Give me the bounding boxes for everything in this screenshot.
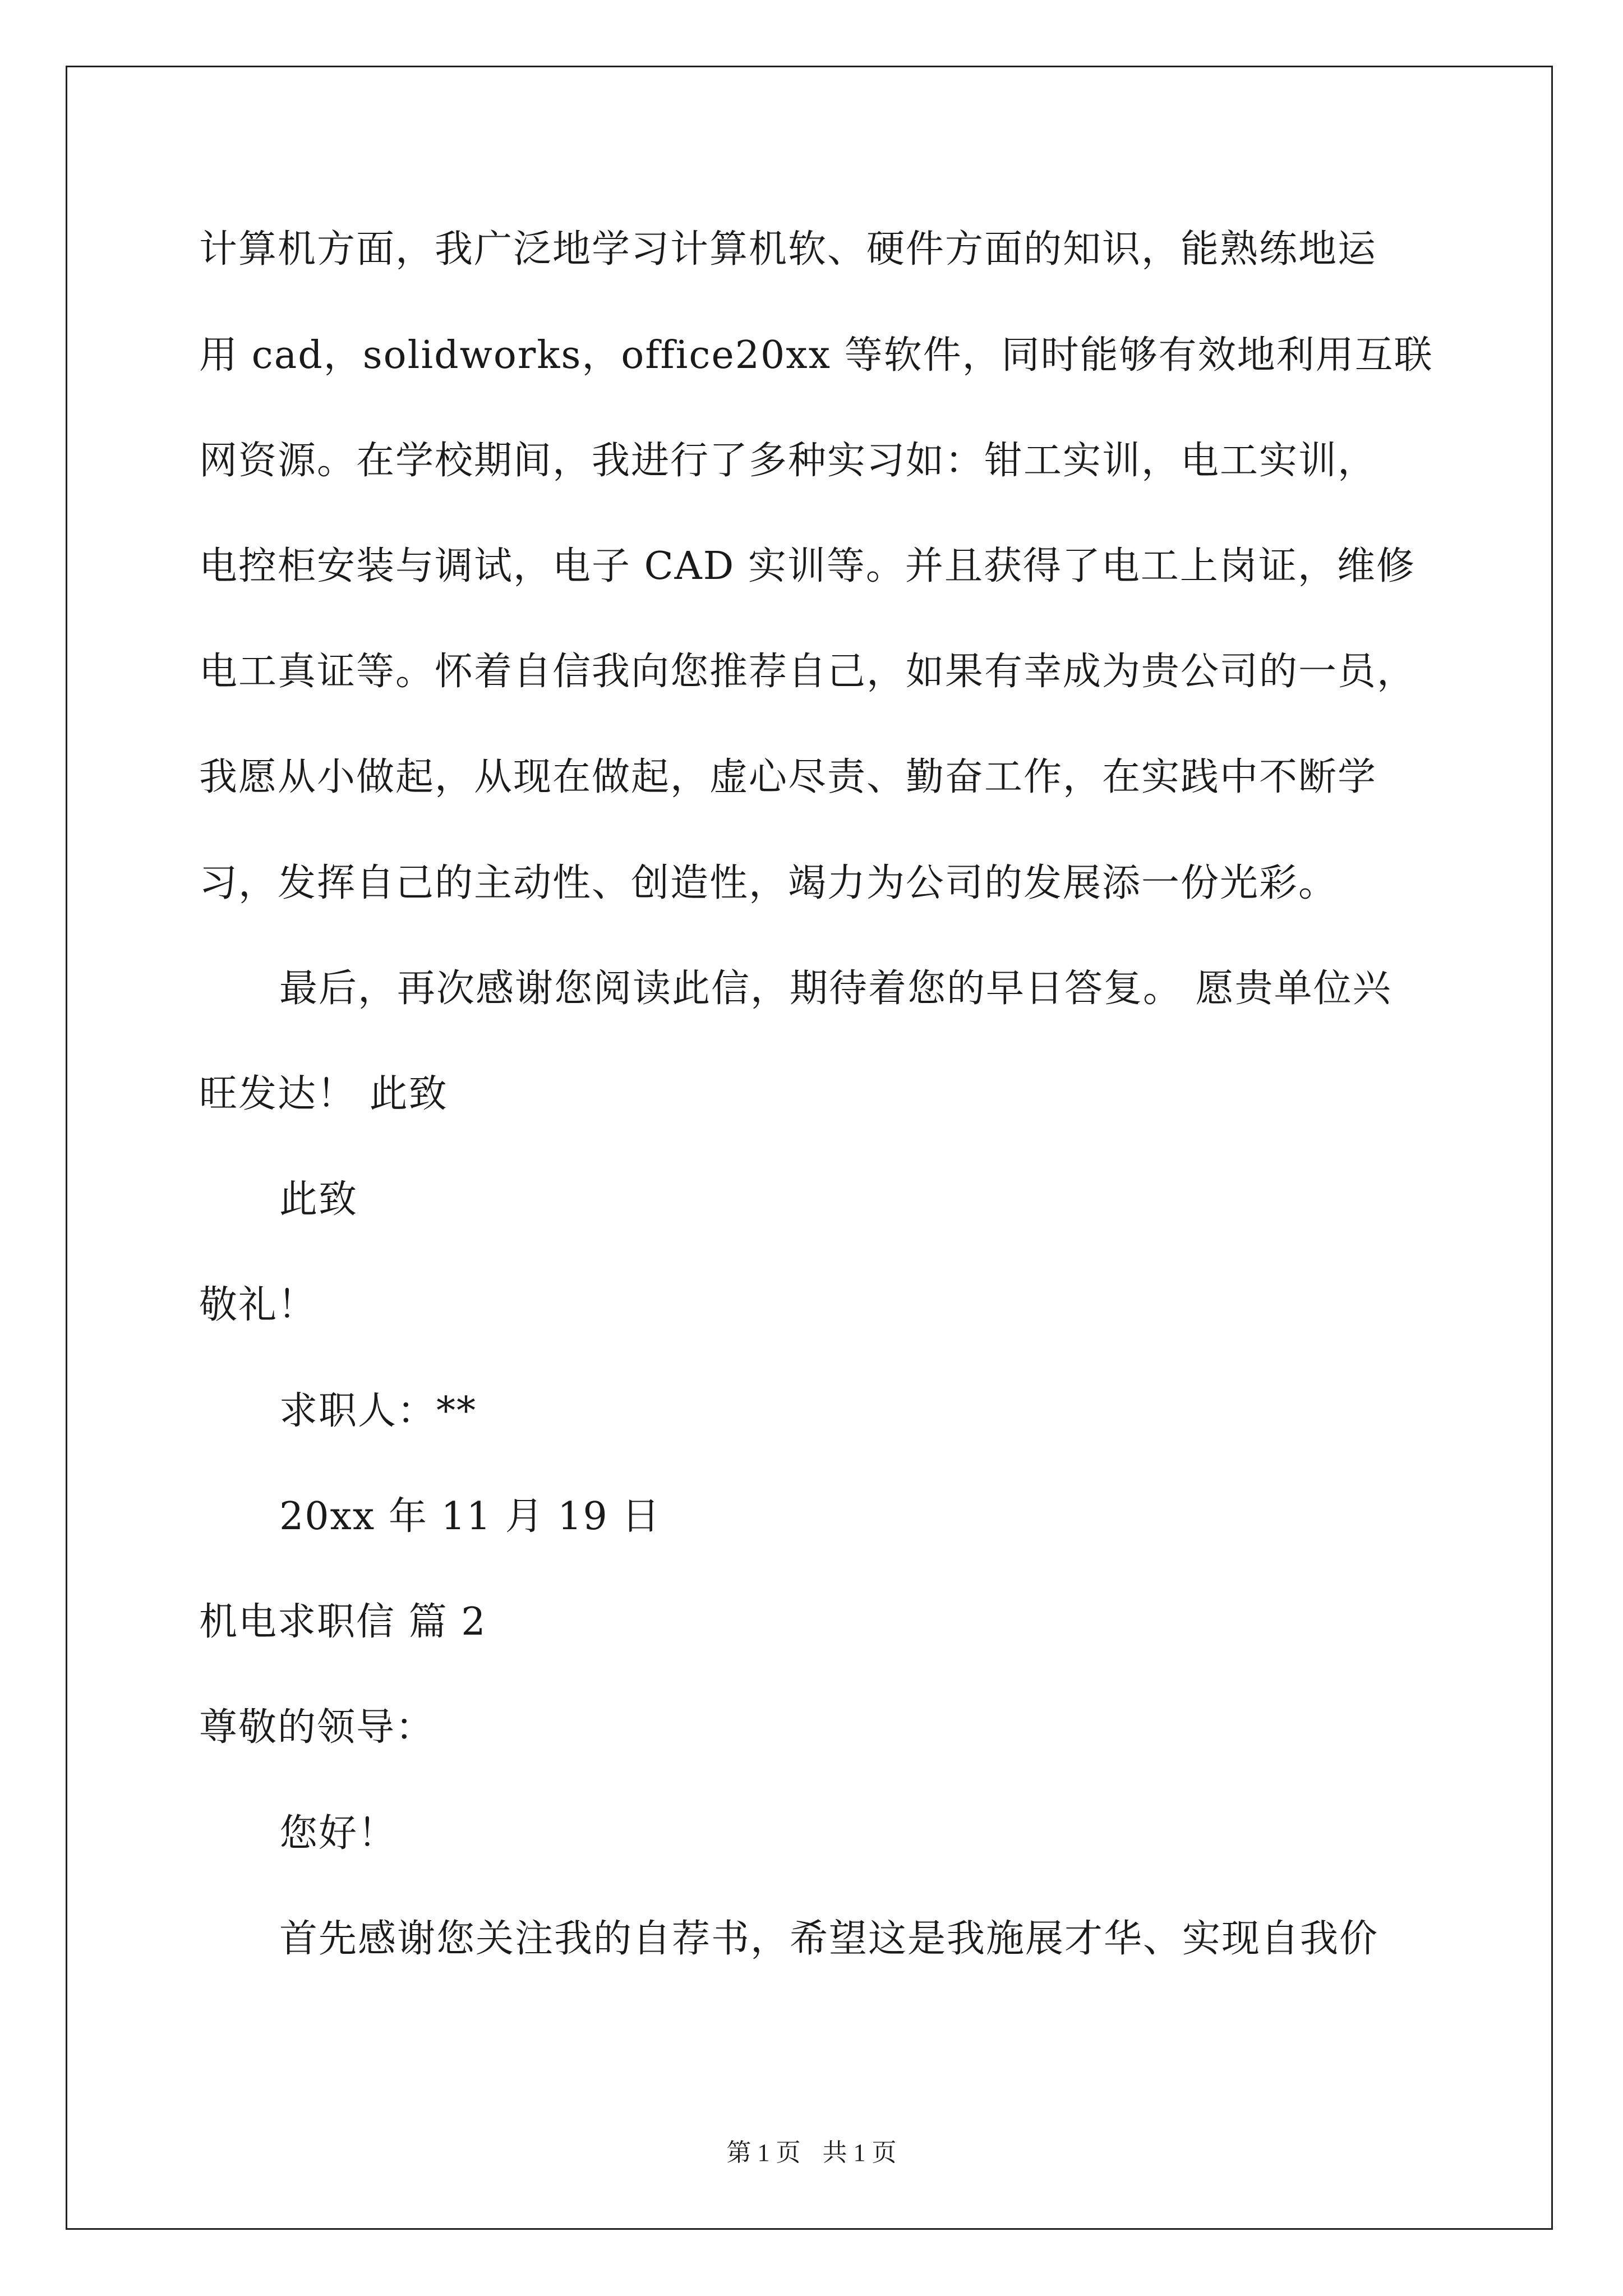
letter-greeting: 尊敬的领导：: [199, 1705, 435, 1750]
paragraph-line: 计算机方面，我广泛地学习计算机软、硬件方面的知识，能熟练地运: [199, 227, 1377, 272]
paragraph-line: 电工真证等。怀着自信我向您推荐自己，如果有幸成为贵公司的一员，: [199, 650, 1417, 694]
page-border: [66, 66, 1553, 2230]
page-number-current: 第 1 页: [726, 2139, 801, 2166]
signature-applicant: 求职人：**: [279, 1389, 477, 1433]
letter-hello: 您好！: [279, 1811, 398, 1856]
closing-paragraph-line: 旺发达！ 此致: [199, 1072, 448, 1116]
paragraph-line: 电控柜安装与调试，电子 CAD 实训等。并且获得了电工上岗证，维修: [199, 544, 1415, 588]
paragraph-line: 网资源。在学校期间，我进行了多种实习如：钳工实训，电工实训，: [199, 439, 1377, 483]
page-footer: [0, 2138, 1623, 2168]
paragraph-line: 首先感谢您关注我的自荐书，希望这是我施展才华、实现自我价: [279, 1917, 1379, 1961]
closing-paragraph-line: 最后，再次感谢您阅读此信，期待着您的早日答复。 愿贵单位兴: [279, 967, 1392, 1011]
page-number-total: 共 1 页: [822, 2139, 897, 2166]
signature-date: 20xx 年 11 月 19 日: [279, 1494, 661, 1539]
paragraph-line: 习，发挥自己的主动性、创造性，竭力为公司的发展添一份光彩。: [199, 861, 1338, 905]
paragraph-line: 我愿从小做起，从现在做起，虚心尽责、勤奋工作，在实践中不断学: [199, 755, 1377, 799]
salutation-ci-zhi: 此致: [279, 1177, 358, 1222]
paragraph-line: 用 cad，solidworks，office20xx 等软件，同时能够有效地利用互联: [199, 333, 1433, 378]
salutation-jing-li: 敬礼！: [199, 1283, 317, 1327]
section-heading: 机电求职信 篇 2: [199, 1600, 487, 1644]
